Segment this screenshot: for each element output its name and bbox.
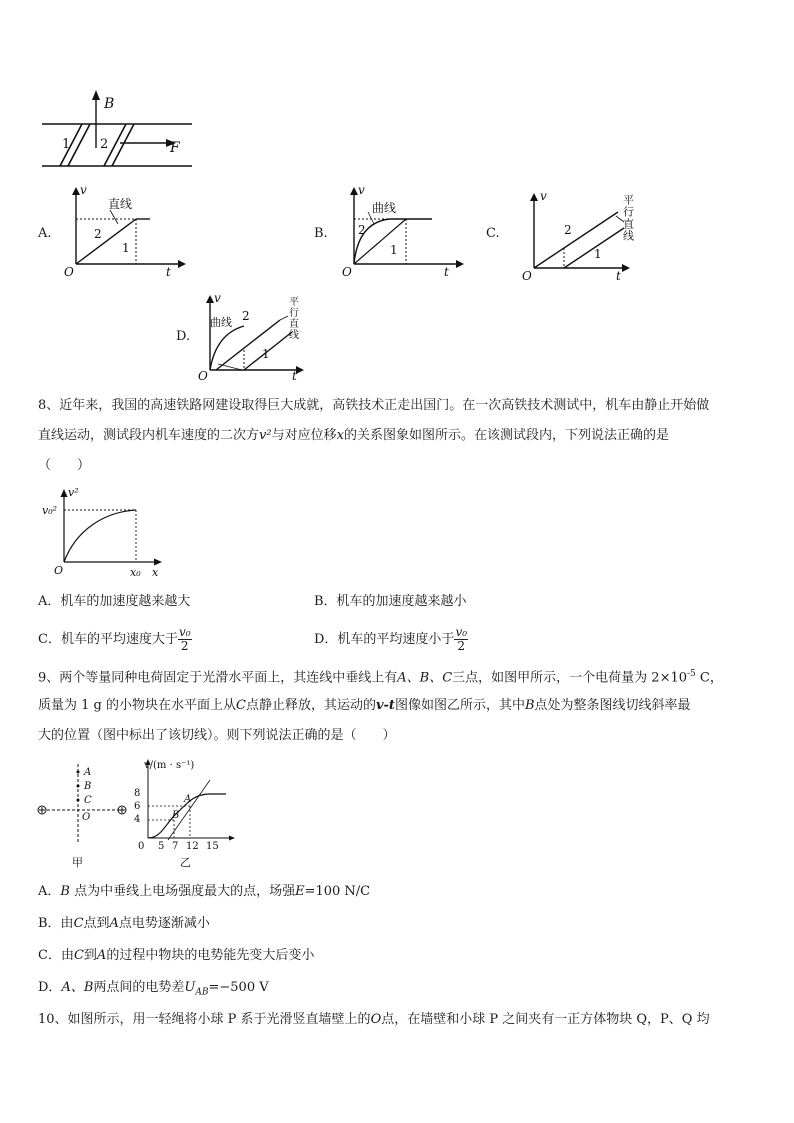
origin-label: O <box>522 269 532 282</box>
line-1-label: 1 <box>122 241 130 255</box>
axis-t-label: t <box>616 269 621 282</box>
line-2-label: 2 <box>94 227 102 241</box>
axis-v-label: v <box>214 291 221 305</box>
point-b-label: B <box>84 781 92 792</box>
y-tick-label: v₀² <box>42 504 58 517</box>
q7-option-c-graph <box>508 182 658 282</box>
q10-stem-line1: 10、如图所示，用一轻绳将小球 P 系于光滑竖直墙壁上的O点，在墙壁和小球 P 之间夹有一正方体物块 Q，P、Q 均 <box>38 1012 710 1027</box>
axis-t-label: t <box>292 369 297 380</box>
q7-option-d-letter: D. <box>176 329 191 344</box>
origin-label: 0 <box>138 841 145 852</box>
q9-stem-line2: 质量为 1 g 的小物块在水平面上从C点静止释放，其运动的v-t图像如图乙所示，其中B点处为整条图线切线斜率最 <box>38 698 691 713</box>
x-tick-5: 5 <box>158 841 165 852</box>
q9-figure-yi <box>128 756 238 872</box>
axis-v-label: v <box>358 183 365 197</box>
q7-option-a-letter: A. <box>38 226 52 241</box>
q7-option-a-graph <box>62 182 192 282</box>
q8-stem-line2: 直线运动，测试段内机车速度的二次方v²与对应位移x的关系图象如图所示。在该测试段内，下列说法正确的是 <box>38 428 669 443</box>
q9-option-b: B．由C点到A点电势逐渐减小 <box>38 916 210 931</box>
axis-v-label: v <box>540 189 547 203</box>
rod-1-label: 1 <box>62 137 71 152</box>
y-axis-label: v² <box>68 486 79 499</box>
magnetic-field-label: B <box>104 96 115 112</box>
q8-answer-bracket: （ ） <box>38 458 91 473</box>
q8-option-d: D．机车的平均速度小于 $\frac{\text{v₀}}{2}$ <box>314 625 468 653</box>
line-1-label: 1 <box>594 247 602 261</box>
curve-label: 曲线 <box>210 316 232 329</box>
force-label: F <box>170 140 180 156</box>
point-a-label: A <box>84 767 92 778</box>
curve-label: 平行直线 <box>621 194 635 242</box>
x-axis-label: x <box>152 566 159 579</box>
line-2-label: 2 <box>564 223 572 237</box>
y-tick-8: 8 <box>134 788 141 799</box>
q7-option-b-graph <box>340 182 470 282</box>
q7-option-d-graph <box>196 290 316 380</box>
figure-caption-yi: 乙 <box>180 856 191 869</box>
x-tick-15: 15 <box>206 841 219 852</box>
q8-option-a: A．机车的加速度越来越大 <box>38 594 191 609</box>
x-tick-7: 7 <box>172 841 179 852</box>
origin-label: O <box>54 564 64 577</box>
q8-option-c: C．机车的平均速度大于 $\frac{\text{v₀}}{2}$ <box>38 625 191 653</box>
q9-option-a: A．B 点为中垂线上电场强度最大的点，场强E=100 N/C <box>38 884 371 899</box>
origin-label: O <box>64 265 74 279</box>
q9-stem-line3: 大的位置（图中标出了该切线）。则下列说法正确的是（ ） <box>38 728 396 743</box>
curve-label: 曲线 <box>372 201 397 215</box>
point-o-label: O <box>82 812 91 823</box>
origin-label: O <box>198 369 208 380</box>
q8-stem-line1: 8、近年来，我国的高速铁路网建设取得巨大成就，高铁技术正走出国门。在一次高铁技术测试中，机车由静止开始做 <box>38 398 710 413</box>
q7-option-c-letter: C. <box>486 226 500 241</box>
q7-option-b-letter: B. <box>314 226 328 241</box>
point-c-label: C <box>84 795 92 806</box>
axis-v-label: v <box>80 183 87 197</box>
q9-option-d: D．A、B两点间的电势差$U_{AB}=-500$ V <box>38 980 269 998</box>
point-b-label: B <box>172 810 180 821</box>
rod-2-label: 2 <box>100 137 109 152</box>
y-tick-6: 6 <box>134 801 141 812</box>
q8-option-b: B．机车的加速度越来越小 <box>314 594 467 609</box>
line-2-label: 2 <box>242 309 250 323</box>
figure-caption-jia: 甲 <box>72 856 83 869</box>
fraction-v0-over-2: $\frac{\text{v₀}}{2}$ <box>455 625 468 653</box>
line-1-label: 1 <box>390 243 398 257</box>
axis-t-label: t <box>444 265 449 279</box>
y-tick-4: 4 <box>134 814 141 825</box>
x-tick-label: x₀ <box>130 566 141 579</box>
q7-setup-figure <box>36 88 196 172</box>
origin-label: O <box>342 265 352 279</box>
q8-graph <box>40 484 170 580</box>
line-2-label: 2 <box>358 223 366 237</box>
axis-t-label: t <box>166 265 171 279</box>
q9-stem-line1: 9、两个等量同种电荷固定于光滑水平面上，其连线中垂线上有A、B、C三点，如图甲所示，一个电荷量为 $2\times 10^{-5}$ C， <box>38 669 723 686</box>
fraction-v0-over-2: $\frac{\text{v₀}}{2}$ <box>178 625 191 653</box>
y-axis-label: v/(m · s⁻¹) <box>144 760 195 771</box>
x-tick-12: 12 <box>186 841 199 852</box>
parallel-lines-label: 平行直线 <box>286 296 298 340</box>
q9-figure-jia <box>34 758 134 870</box>
point-a-label: A <box>184 794 192 805</box>
line-1-label: 1 <box>262 347 270 361</box>
q9-option-c: C．由C到A的过程中物块的电势能先变大后变小 <box>38 948 315 963</box>
curve-label: 直线 <box>108 197 133 211</box>
